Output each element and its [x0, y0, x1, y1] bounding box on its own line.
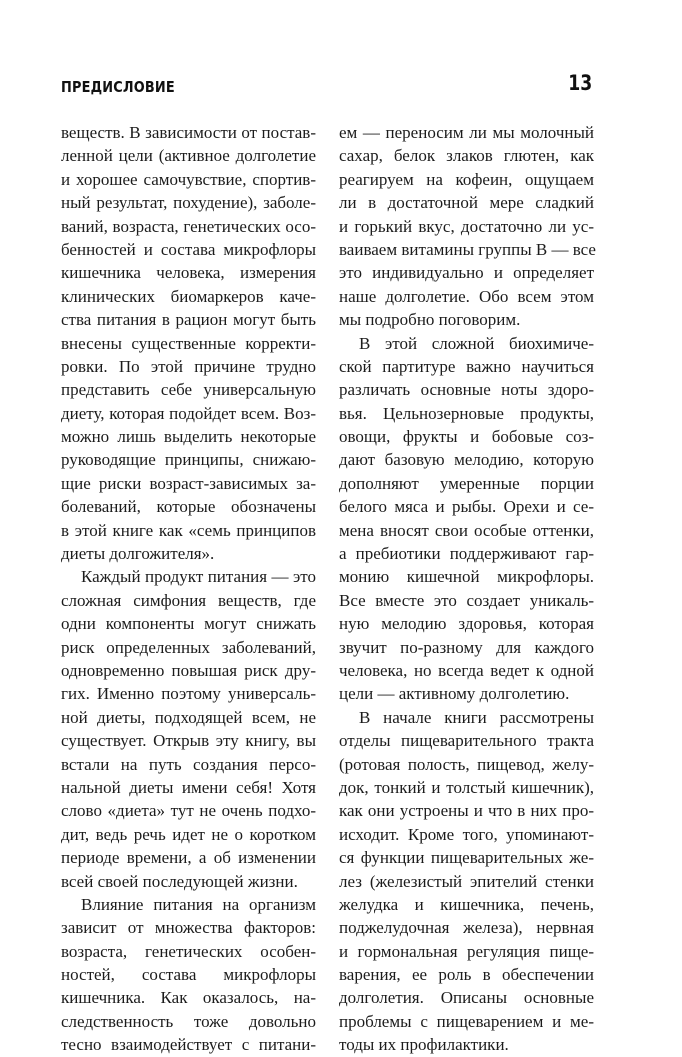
- text-line: возраста, генетических особен-: [61, 941, 316, 961]
- text-line: представить себе универсальную: [61, 380, 316, 400]
- text-line: желудка и кишечника, печень,: [339, 894, 594, 914]
- text-line: веществ. В зависимости от постав-: [61, 123, 316, 142]
- running-header: [61, 70, 592, 102]
- text-line: зависит от множества факторов:: [61, 918, 316, 938]
- text-line: вья. Цельнозерновые продукты,: [339, 403, 594, 423]
- text-line: гих. Именно поэтому универсаль-: [61, 684, 316, 704]
- text-column-right: [339, 121, 594, 1057]
- text-line: всей своей последующей жизни.: [61, 871, 298, 891]
- text-line: В этой сложной биохимиче-: [359, 333, 594, 353]
- text-line: исходит. Кроме того, упоминают-: [339, 824, 594, 844]
- text-line: монию кишечной микрофлоры.: [339, 567, 594, 587]
- text-line: сложная симфония веществ, где: [61, 590, 316, 610]
- text-line: клинических биомаркеров каче-: [61, 286, 316, 306]
- text-line: овощи, фрукты и бобовые соз-: [339, 427, 594, 447]
- text-line: мы подробно поговорим.: [339, 310, 521, 330]
- text-line: болеваний, которые обозначены: [61, 497, 316, 517]
- text-line: а пребиотики поддерживают гар-: [339, 544, 594, 564]
- text-line: человека, но всегда ведет к одной: [339, 660, 594, 680]
- text-line: долголетия. Описаны основные: [339, 988, 594, 1008]
- text-line: периоде времени, а об изменении: [61, 848, 316, 868]
- text-line: риск определенных заболеваний,: [61, 637, 316, 657]
- text-line: ностей, состава микрофлоры: [61, 965, 316, 985]
- section-title: ПРЕДИСЛОВИЕ: [61, 78, 175, 96]
- text-line: и горький вкус, достаточно ли ус-: [339, 216, 594, 236]
- text-line: Все вместе это создает уникаль-: [339, 590, 594, 610]
- text-line: поджелудочная железа), нервная: [339, 918, 594, 938]
- text-line: кишечника человека, измерения: [61, 263, 316, 283]
- text-line: следственность тоже довольно: [61, 1011, 316, 1031]
- text-line: проблемы с пищеварением и ме-: [339, 1011, 594, 1031]
- text-line: слово «диета» тут не очень подхо-: [61, 801, 316, 821]
- text-line: одни компоненты могут снижать: [61, 614, 316, 634]
- text-line: сахар, белок злаков глютен, как: [339, 146, 594, 166]
- text-line: Каждый продукт питания — это: [81, 567, 316, 587]
- text-line: ной диеты, подходящей всем, не: [61, 707, 316, 727]
- text-line: дополняют умеренные порции: [339, 473, 594, 493]
- text-line: (ротовая полость, пищевод, желу-: [339, 754, 594, 774]
- text-line: наше долголетие. Обо всем этом: [339, 286, 594, 306]
- text-line: внесены существенные корректи-: [61, 333, 316, 353]
- text-line: ленной цели (активное долголетие: [61, 146, 316, 166]
- text-line: ся функции пищеварительных же-: [339, 848, 594, 868]
- text-line: дит, ведь речь идет не о коротком: [61, 824, 316, 844]
- text-line: ваний, возраста, генетических осо-: [61, 216, 316, 236]
- text-line: В начале книги рассмотрены: [359, 707, 594, 727]
- text-line: различать основные ноты здоро-: [339, 380, 594, 400]
- text-line: ем — переносим ли мы молочный: [339, 123, 594, 142]
- text-line: это индивидуально и определяет: [339, 263, 594, 283]
- text-line: как они устроены и что в них про-: [339, 801, 594, 821]
- text-line: варения, ее роль в обеспечении: [339, 965, 594, 985]
- text-line: встали на путь создания персо-: [61, 754, 316, 774]
- text-line: ную мелодию здоровья, которая: [339, 614, 594, 634]
- text-line: нальной диеты имени себя! Хотя: [61, 777, 316, 797]
- text-line: бенностей и состава микрофлоры: [61, 239, 316, 259]
- text-line: ли в достаточной мере сладкий: [339, 193, 594, 213]
- text-line: одновременно повышая риск дру-: [61, 660, 316, 680]
- text-line: тоды их профилактики.: [339, 1035, 509, 1055]
- text-line: цели — активному долголетию.: [339, 684, 570, 704]
- text-line: в этой книге как «семь принципов: [61, 520, 316, 540]
- text-line: лез (железистый эпителий стенки: [339, 871, 594, 891]
- text-line: ваиваем витамины группы В — все: [339, 239, 596, 259]
- text-line: Влияние питания на организм: [81, 894, 316, 914]
- text-line: можно лишь выделить некоторые: [61, 427, 316, 447]
- text-line: и гормональная регуляция пище-: [339, 941, 594, 961]
- text-column-left: [61, 121, 316, 1057]
- text-line: отделы пищеварительного тракта: [339, 731, 594, 751]
- text-line: тесно взаимодействует с питани-: [61, 1035, 316, 1055]
- text-line: щие риски возраст-зависимых за-: [61, 473, 316, 493]
- text-line: существует. Открыв эту книгу, вы: [61, 731, 316, 751]
- text-line: звучит по-разному для каждого: [339, 637, 594, 657]
- text-line: и хорошее самочувствие, спортив-: [61, 169, 316, 189]
- text-line: белого мяса и рыбы. Орехи и се-: [339, 497, 594, 517]
- text-line: диету, которая подойдет всем. Воз-: [61, 403, 316, 423]
- text-line: дают базовую мелодию, которую: [339, 450, 594, 470]
- text-line: док, тонкий и толстый кишечник),: [339, 777, 594, 797]
- text-line: мена вносят свои особые оттенки,: [339, 520, 594, 540]
- page-number: 13: [568, 71, 592, 95]
- text-line: кишечника. Как оказалось, на-: [61, 988, 316, 1008]
- text-line: ства питания в рацион могут быть: [61, 310, 316, 330]
- text-line: ный результат, похудение), заболе-: [61, 193, 316, 213]
- text-line: руководящие принципы, снижаю-: [61, 450, 316, 470]
- text-line: диеты долгожителя».: [61, 544, 215, 564]
- text-line: ской партитуре важно научиться: [339, 356, 594, 376]
- text-line: ровки. По этой причине трудно: [61, 356, 316, 376]
- text-line: реагируем на кофеин, ощущаем: [339, 169, 594, 189]
